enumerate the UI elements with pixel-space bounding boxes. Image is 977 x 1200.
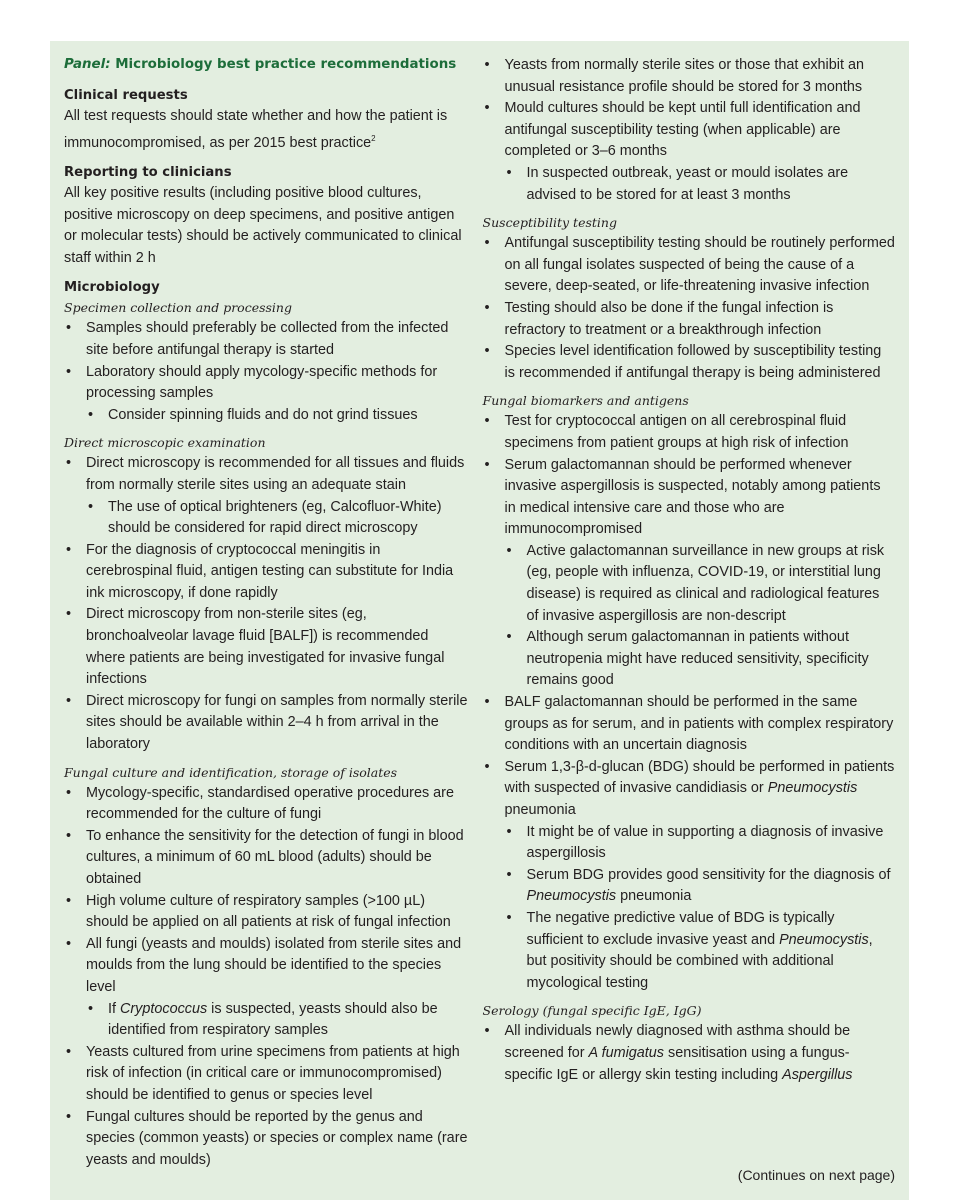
text-run-italic: Pneumocystis <box>767 780 858 797</box>
text-run-italic: Aspergillus <box>782 1066 853 1083</box>
text-run: sensitisation using a fungus-specific IgE or allergy skin testing including <box>504 1044 850 1083</box>
list-item: • For the diagnosis of cryptococcal meningitis in cerebrospinal fluid, antigen testing can substitute for India ink microscopy, if done rapidly <box>64 540 471 605</box>
list-item: • Direct microscopy for fungi on samples from normally sterile sites should be available within 2–4 h from arrival in the laboratory <box>64 691 471 756</box>
list-item: • BALF galactomannan should be performed in the same groups as for serum, and in patients with complex respiratory conditions with an uncertain diagnosis <box>483 692 895 757</box>
susceptibility-list <box>483 233 895 384</box>
direct-microscopy-list <box>64 453 471 755</box>
list-item <box>483 757 895 822</box>
left-column <box>64 55 471 1171</box>
text-run: The negative predictive value of BDG is typically sufficient to exclude invasive yeast and <box>526 909 835 948</box>
text-run: Serum BDG provides good sensitivity for the diagnosis of <box>526 866 891 883</box>
clinical-requests-text <box>64 106 471 154</box>
list-item: • Antifungal susceptibility testing should be routinely performed on all fungal isolates suspected of being the cause of a severe, deep-seated, or life-threatening invasive infection <box>483 233 895 298</box>
panel-title <box>64 57 471 72</box>
biomarkers-list <box>483 411 895 994</box>
specimen-subheading: Specimen collection and processing <box>64 300 292 316</box>
text-run: pneumonia <box>616 888 692 905</box>
clinical-requests-heading: Clinical requests <box>64 88 188 103</box>
list-item: • Direct microscopy is recommended for all tissues and fluids from normally sterile sites using an adequate stain <box>64 453 471 496</box>
text-run: is suspected, yeasts should also be identified from respiratory samples <box>108 1000 438 1039</box>
text-run-italic: A fumigatus <box>588 1044 664 1061</box>
text-run: , but positivity should be combined with additional mycological testing <box>526 931 873 991</box>
list-item: • Fungal cultures should be reported by the genus and species (common yeasts) or species or complex name (rare yeasts and moulds) <box>64 1107 471 1172</box>
list-item: • Species level identification followed by susceptibility testing is recommended if antifungal therapy is being administered <box>483 341 895 384</box>
list-item: • Samples should preferably be collected from the infected site before antifungal therapy is started <box>64 318 471 361</box>
list-item <box>86 999 471 1042</box>
list-item: • The use of optical brighteners (eg, Calcofluor-White) should be considered for rapid direct microscopy <box>86 497 471 540</box>
list-item: • Serum galactomannan should be performed whenever invasive aspergillosis is suspected, notably among patients in medical intensive care and those who are immunocompromised <box>483 455 895 541</box>
serology-subheading: Serology (fungal specific IgE, IgG) <box>482 1003 702 1019</box>
list-item: • High volume culture of respiratory samples (>100 µL) should be applied on all patients at risk of fungal infection <box>64 891 471 934</box>
list-item: • Yeasts cultured from urine specimens from patients at high risk of infection (in critical care or immunocompromised) should be identified to genus or species level <box>64 1042 471 1107</box>
list-item: • Testing should also be done if the fungal infection is refractory to treatment or a breakthrough infection <box>483 298 895 341</box>
microbiology-heading: Microbiology <box>64 280 160 296</box>
reporting-heading: Reporting to clinicians <box>64 164 232 180</box>
list-item: • All fungi (yeasts and moulds) isolated from sterile sites and moulds from the lung should be identified to the species level <box>64 934 471 999</box>
list-item <box>505 865 895 908</box>
list-item <box>483 1021 895 1086</box>
text-run: All individuals newly diagnosed with asthma should be screened for <box>504 1023 851 1061</box>
list-item: • Laboratory should apply mycology-specific methods for processing samples <box>64 362 471 405</box>
right-column <box>483 55 895 1171</box>
list-item: • Yeasts from normally sterile sites or those that exhibit an unusual resistance profile should be stored for 3 months <box>483 55 895 98</box>
direct-microscopy-subheading: Direct microscopic examination <box>64 435 266 451</box>
continues-note: (Continues on next page) <box>737 1167 895 1183</box>
clinical-requests-body: All test requests should state whether and how the patient is immunocompromised, as per 2015 best practice <box>64 108 448 151</box>
list-item: • It might be of value in supporting a diagnosis of invasive aspergillosis <box>505 822 895 865</box>
text-run-italic: Cryptococcus <box>120 1000 208 1017</box>
list-item: • Test for cryptococcal antigen on all cerebrospinal fluid specimens from patient groups at high risk of infection <box>483 411 895 454</box>
biomarkers-subheading: Fungal biomarkers and antigens <box>482 393 689 409</box>
list-item: • Although serum galactomannan in patients without neutropenia might have reduced sensitivity, specificity remains good <box>505 627 895 692</box>
text-run: pneumonia <box>504 802 576 818</box>
panel-title-text: Microbiology best practice recommendations <box>110 57 457 72</box>
panel-title-prefix: Panel: <box>64 57 111 72</box>
recommendations-panel <box>50 41 909 1200</box>
text-run-italic: Pneumocystis <box>779 931 869 948</box>
list-item: • To enhance the sensitivity for the detection of fungi in blood cultures, a minimum of 60 mL blood (adults) should be obtained <box>64 826 471 891</box>
list-item: • Mould cultures should be kept until full identification and antifungal susceptibility testing (when applicable) are completed or 3–6 months <box>483 98 895 163</box>
list-item: • Direct microscopy from non-sterile sites (eg, bronchoalveolar lavage fluid [BALF]) is recommended where patients are being investigated for invasive fungal infections <box>64 604 471 690</box>
reference-marker: 2 <box>371 133 376 143</box>
storage-list <box>483 55 895 206</box>
list-item: • In suspected outbreak, yeast or mould isolates are advised to be stored for at least 3 months <box>505 163 895 206</box>
list-item <box>505 908 895 994</box>
culture-subheading: Fungal culture and identification, storage of isolates <box>64 764 398 780</box>
serology-list <box>483 1021 895 1086</box>
list-item: • Consider spinning fluids and do not grind tissues <box>86 405 471 427</box>
text-run: If <box>108 1000 120 1017</box>
specimen-list <box>64 318 471 426</box>
reporting-text: All key positive results (including positive blood cultures, positive microscopy on deep specimens, and positive antigen or molecular tests) should be actively communicated to clinical staff within 2 h <box>64 184 462 266</box>
list-item: • Mycology-specific, standardised operative procedures are recommended for the culture of fungi <box>64 783 471 826</box>
list-item: • Active galactomannan surveillance in new groups at risk (eg, people with influenza, COVID-19, or interstitial lung disease) is required as clinical and radiological features of invasive aspergillosis are non-descript <box>505 541 895 627</box>
culture-list <box>64 783 471 1172</box>
susceptibility-subheading: Susceptibility testing <box>482 215 617 231</box>
text-run: Serum 1,3-β-d-glucan (BDG) should be performed in patients with suspected of invasive candidiasis or <box>504 758 895 797</box>
text-run-italic: Pneumocystis <box>526 888 617 905</box>
